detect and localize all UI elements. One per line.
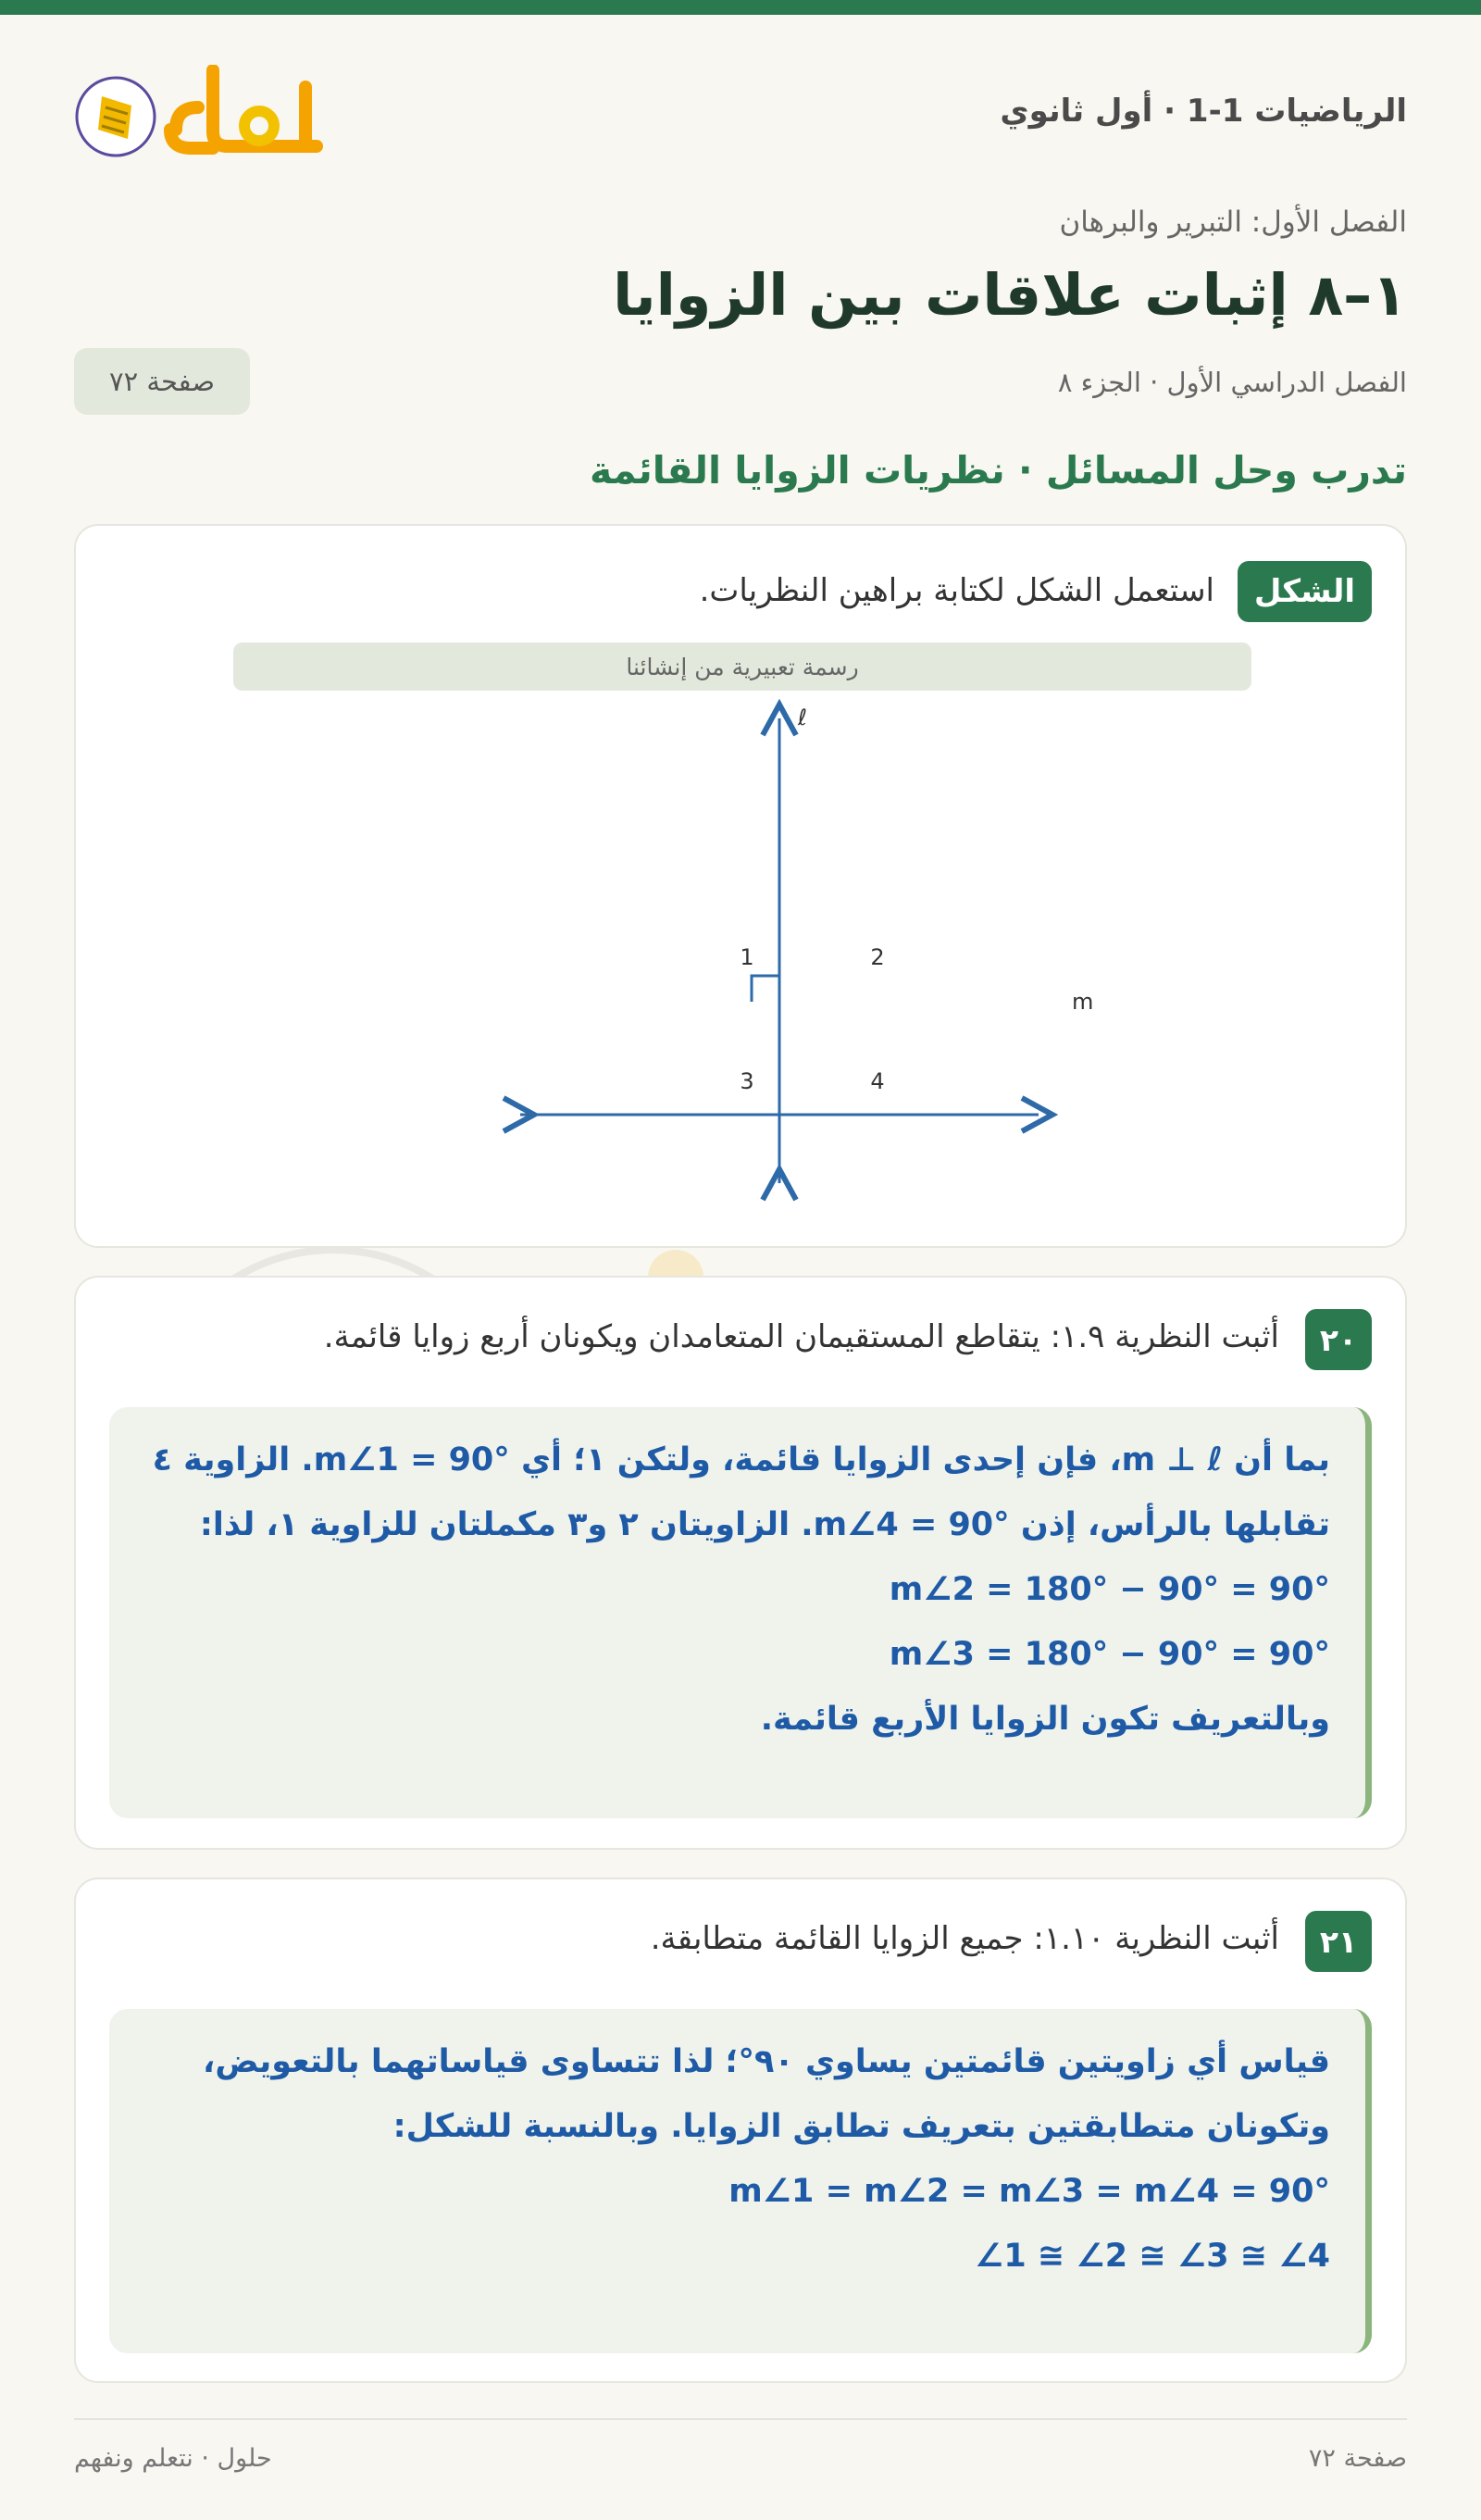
lesson-title: ١–٨ إثبات علاقات بين الزوايا: [613, 261, 1407, 329]
course-title: الرياضيات 1-1 · أول ثانوي: [1000, 93, 1407, 130]
label-angle-3: 3: [740, 1068, 754, 1094]
figure-tag: الشكل: [1238, 561, 1372, 622]
problem-number: ٢٠: [1305, 1309, 1372, 1370]
problem-card: [74, 1878, 1407, 2383]
figure-caption: رسمة تعبيرية من إنشائنا: [233, 642, 1251, 691]
section-title: تدرب وحل المسائل · نظريات الزوايا القائمة: [590, 448, 1407, 493]
problem-statement: أثبت النظرية ١.١٠: جميع الزوايا القائمة متطابقة.: [650, 1920, 1279, 1957]
chapter-label: الفصل الأول: التبرير والبرهان: [1059, 206, 1407, 239]
solution-equation: m∠3 = 180° − 90° = 90°: [889, 1636, 1330, 1673]
solution-equation: m∠1 = m∠2 = m∠3 = m∠4 = 90°: [728, 2173, 1330, 2210]
label-angle-4: 4: [870, 1068, 885, 1094]
footer-divider: [74, 2418, 1407, 2420]
figure-card: [74, 524, 1407, 1248]
problem-statement: أثبت النظرية ١.٩: يتقاطع المستقيمان المتعامدان ويكونان أربع زوايا قائمة.: [323, 1318, 1279, 1355]
solution-equation: m∠2 = 180° − 90° = 90°: [889, 1571, 1330, 1608]
label-line-m: m: [1072, 989, 1094, 1015]
page-badge: صفحة ٧٢: [74, 348, 250, 415]
problem-number: ٢١: [1305, 1911, 1372, 1972]
label-line-l: ℓ: [798, 705, 807, 730]
solution-paragraph: بما أن m ⊥ ℓ، فإن إحدى الزوايا قائمة، ولتكن ١؛ أي m∠1 = 90°. الزاوية ٤ تقابلها بالرأس، إذن m∠4 = 90°. الزاويتان ٢ و٣ مكملتان للزاوية ١، لذا:: [152, 1441, 1330, 1543]
logo[interactable]: [74, 65, 352, 167]
problem-card: [74, 1276, 1407, 1850]
solution-box: [109, 2009, 1372, 2353]
solution-paragraph: قياس أي زاويتين قائمتين يساوي ٩٠°؛ لذا تتساوى قياساتهما بالتعويض، وتكونان متطابقتين بتعريف تطابق الزوايا. وبالنسبة للشكل:: [203, 2043, 1330, 2145]
figure-instruction: استعمل الشكل لكتابة براهين النظريات.: [699, 572, 1214, 609]
footer-brand: حلول · نتعلم ونفهم: [74, 2444, 272, 2473]
label-angle-1: 1: [740, 944, 754, 970]
solution-box: [109, 1407, 1372, 1818]
semester-label: الفصل الدراسي الأول · الجزء ٨: [1057, 367, 1407, 398]
label-angle-2: 2: [870, 944, 885, 970]
top-accent-bar: [0, 0, 1481, 15]
solution-conclusion: وبالتعريف تكون الزوايا الأربع قائمة.: [760, 1701, 1330, 1738]
page-header: [74, 65, 1407, 167]
solution-equation: ∠1 ≅ ∠2 ≅ ∠3 ≅ ∠4: [974, 2238, 1330, 2275]
right-angle-mark: [752, 976, 779, 1002]
perpendicular-lines-diagram: [502, 692, 1150, 1211]
footer-page-number: صفحة ٧٢: [1308, 2444, 1407, 2473]
